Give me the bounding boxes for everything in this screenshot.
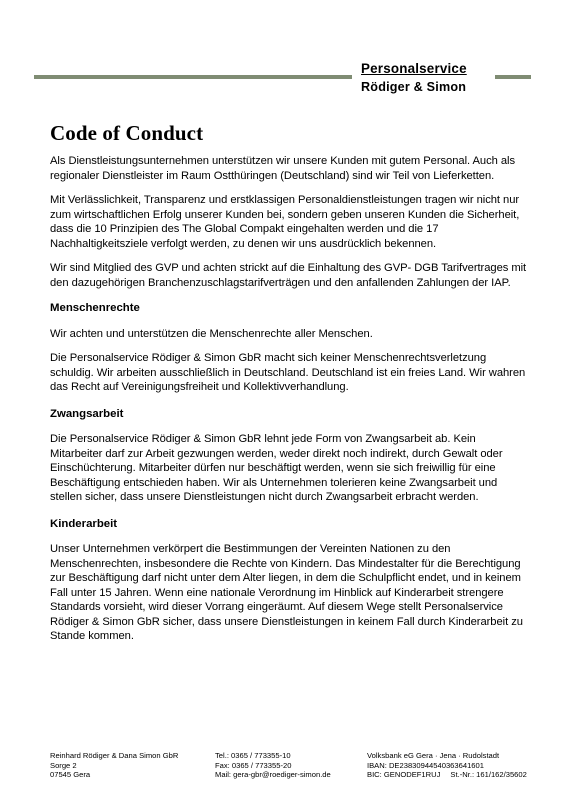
section-paragraph: Die Personalservice Rödiger & Simon GbR lehnt jede Form von Zwangsarbeit ab. Kein Mitarbeiter darf zur Arbeit gezwungen werden, weder direkt noch indirekt, durch Gewalt oder Einschüchterung. Mitarbeiter dürfen nur beschäftigt werden, wenn sie sich freiwillig für eine Beschäftigung entschieden haben. Wir als Unternehmen tolerieren keine Zwangsarbeit und stellen sicher, dass unsere Dienstleistungen nicht durch Zwangsarbeit erbracht werden. <box>50 433 503 503</box>
company-name-line2: Rödiger & Simon <box>361 80 467 94</box>
footer-line <box>367 770 527 780</box>
header-rule-left <box>34 75 352 79</box>
footer-line: Sorge 2 <box>50 760 77 770</box>
section-paragraph: Die Personalservice Rödiger & Simon GbR macht sich keiner Menschenrechtsverletzung schuldig. Wir arbeiten ausschließlich in Deutschland. Deutschland ist ein freies Land. Wir wahren das Recht auf Vereinigungsfreiheit und Kollektivverhandlung. <box>50 352 526 393</box>
section-paragraph: Wir achten und unterstützen die Menschenrechte aller Menschen. <box>50 327 373 340</box>
intro-paragraph-2: Mit Verlässlichkeit, Transparenz und erstklassigen Personaldienstleistungen tragen wir nicht nur zum wirtschaftlichen Erfolg unserer Kunden bei, sondern geben unseren Kunden die Sicherheit, dass die 10 Prinzipien des The Global Compakt eingehalten werden und die 17 Nachhaltigkeitsziele verfolgt werden, zu denen wir uns ausdrücklich bekennen. <box>50 194 520 250</box>
section-heading-menschenrechte: Menschenrechte <box>50 302 140 314</box>
footer-line: Fax: 0365 / 773355-20 <box>215 760 292 770</box>
footer-email[interactable]: Mail: gera-gbr@roediger-simon.de <box>215 770 331 779</box>
section-paragraph: Unser Unternehmen verkörpert die Bestimmungen der Vereinten Nationen zu den Menschenrechten, insbesondere die Rechte von Kindern. Das Mindestalter für die Berechtigung zur Beschäftigung darf nicht unter dem Alter liegen, in dem die Schulpflicht endet, und in keinem Fall unter 15 Jahren. Wenn eine nationale Verordnung im Hinblick auf Kinderarbeit strengere Standards vorsieht, wird dieser Vorrang eingeräumt. Auf diesem Wege stellt Personalservice Rödiger & Simon GbR sicher, dass unsere Dienstleistungen in keinem Fall durch Kinderarbeit zu Stande kommen. <box>50 543 523 642</box>
header-rule-right <box>495 75 531 79</box>
footer-line: IBAN: DE23830944540363641601 <box>367 760 484 770</box>
footer-line: 07545 Gera <box>50 770 91 779</box>
footer-address <box>50 751 178 780</box>
company-brand <box>361 61 493 95</box>
footer-contact <box>215 751 331 780</box>
section-heading-zwangsarbeit: Zwangsarbeit <box>50 407 124 420</box>
company-name-line1: Personalservice <box>361 61 467 76</box>
section-heading-kinderarbeit: Kinderarbeit <box>50 517 118 530</box>
footer-line: Volksbank eG Gera · Jena · Rudolstadt <box>367 751 500 760</box>
letterhead-footer <box>50 751 550 791</box>
footer-bank <box>367 751 527 780</box>
footer-line: Reinhard Rödiger & Dana Simon GbR <box>50 751 179 760</box>
footer-line: Tel.: 0365 / 773355-10 <box>215 751 291 760</box>
intro-paragraph-1: Als Dienstleistungsunternehmen unterstützen wir unsere Kunden mit gutem Personal. Auch als regionaler Dienstleister im Raum Ostthüringen (Deutschland) sind wir Teil von Lieferketten. <box>50 155 516 182</box>
intro-paragraph-3: Wir sind Mitglied des GVP und achten strickt auf die Einhaltung des GVP- DGB Tarifvertrages mit den dazugehörigen Branchenzuschlagstarifverträgen und den anfallenden Zahlungen der IAP. <box>50 262 527 289</box>
document-title: Code of Conduct <box>50 121 204 145</box>
document-body <box>50 121 528 644</box>
footer-tax-number: St.-Nr.: 161/162/35602 <box>450 770 527 779</box>
footer-bic: BIC: GENODEF1RUJ <box>367 770 441 779</box>
